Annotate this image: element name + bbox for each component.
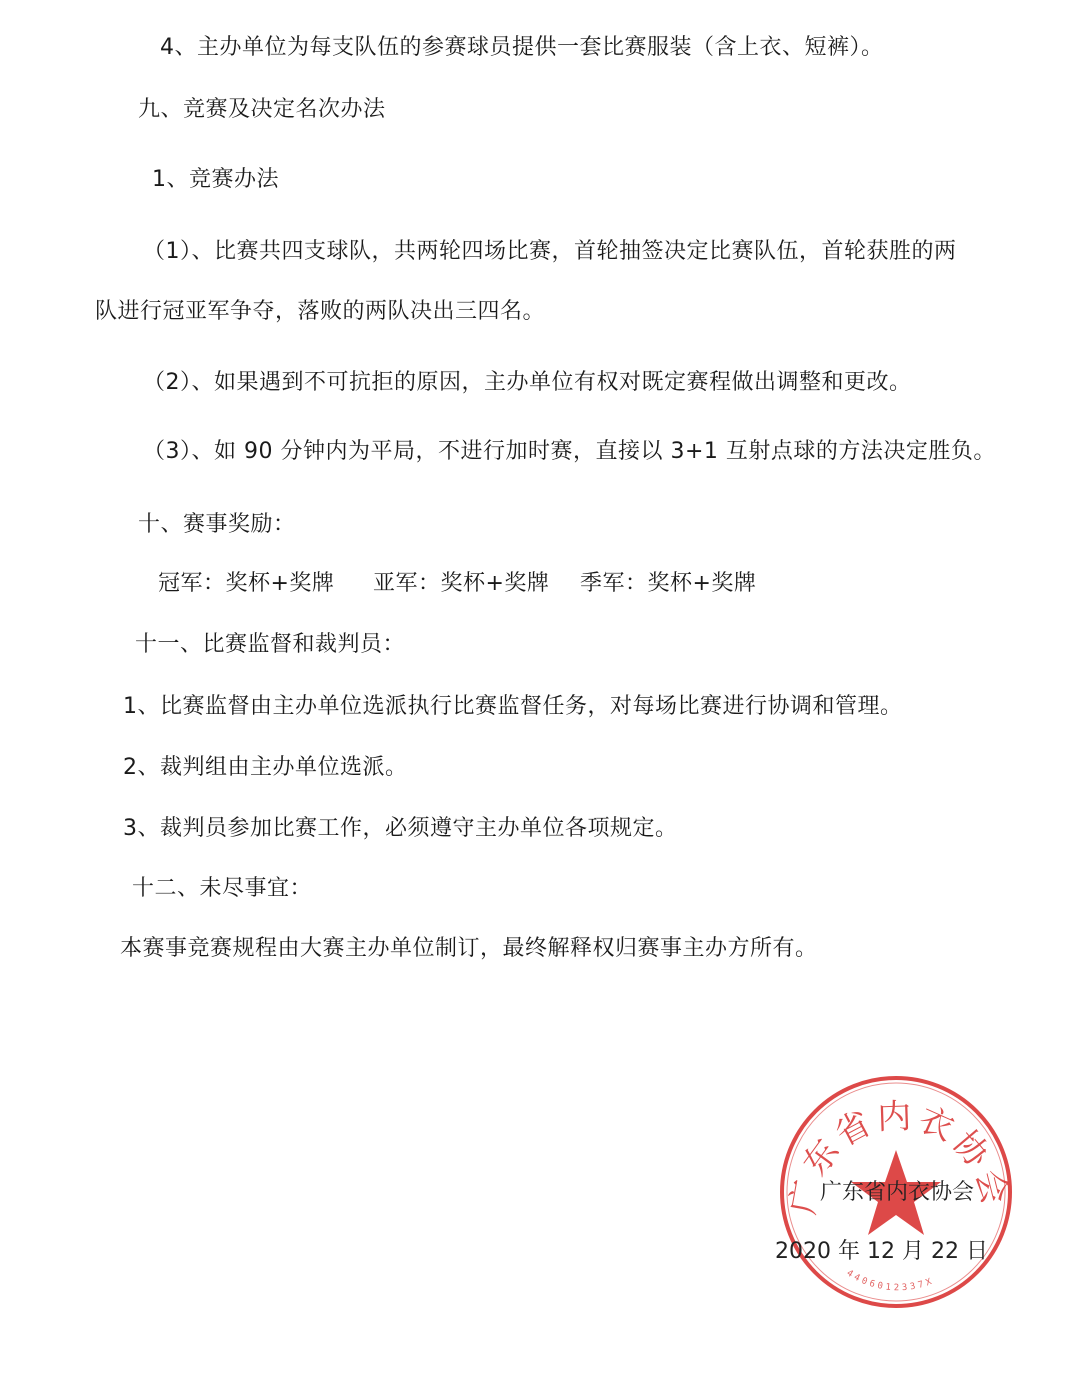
svg-text:4406012337X	[845, 1268, 936, 1293]
seal-serial: 4406012337X	[844, 1268, 936, 1294]
final-statement: 本赛事竞赛规程由大赛主办单位制订，最终解释权归赛事主办方所有。	[120, 936, 818, 961]
signature-date: 2020 年 12 月 22 日	[775, 1239, 988, 1264]
section-heading-referees: 十一、比赛监督和裁判员：	[135, 632, 406, 657]
award-champion: 冠军：奖杯+奖牌	[158, 571, 335, 596]
subheading-competition-method: 1、竞赛办法	[152, 167, 279, 192]
section-heading-competition: 九、竞赛及决定名次办法	[138, 97, 386, 122]
rule-1-line-2: 队进行冠亚军争夺，落败的两队决出三四名。	[95, 299, 546, 324]
award-runner-up: 亚军：奖杯+奖牌	[373, 571, 550, 596]
item-uniform: 4、主办单位为每支队伍的参赛球员提供一套比赛服装（含上衣、短裤）。	[160, 35, 884, 60]
referee-item-3: 3、裁判员参加比赛工作，必须遵守主办单位各项规定。	[123, 816, 678, 841]
referee-item-1: 1、比赛监督由主办单位选派执行比赛监督任务，对每场比赛进行协调和管理。	[123, 694, 903, 719]
seal-text: 广东省内衣协会	[782, 1096, 1016, 1218]
signature-organization: 广东省内衣协会	[820, 1180, 975, 1205]
award-third: 季军：奖杯+奖牌	[580, 571, 757, 596]
rule-2: （2）、如果遇到不可抗拒的原因，主办单位有权对既定赛程做出调整和更改。	[143, 370, 912, 395]
section-heading-awards: 十、赛事奖励：	[138, 512, 296, 537]
rule-3: （3）、如 90 分钟内为平局，不进行加时赛，直接以 3+1 互射点球的方法决定胜负。	[143, 439, 996, 464]
referee-item-2: 2、裁判组由主办单位选派。	[123, 755, 408, 780]
section-heading-misc: 十二、未尽事宜：	[132, 876, 313, 901]
rule-1-line-1: （1）、比赛共四支球队，共两轮四场比赛，首轮抽签决定比赛队伍，首轮获胜的两	[143, 239, 957, 264]
